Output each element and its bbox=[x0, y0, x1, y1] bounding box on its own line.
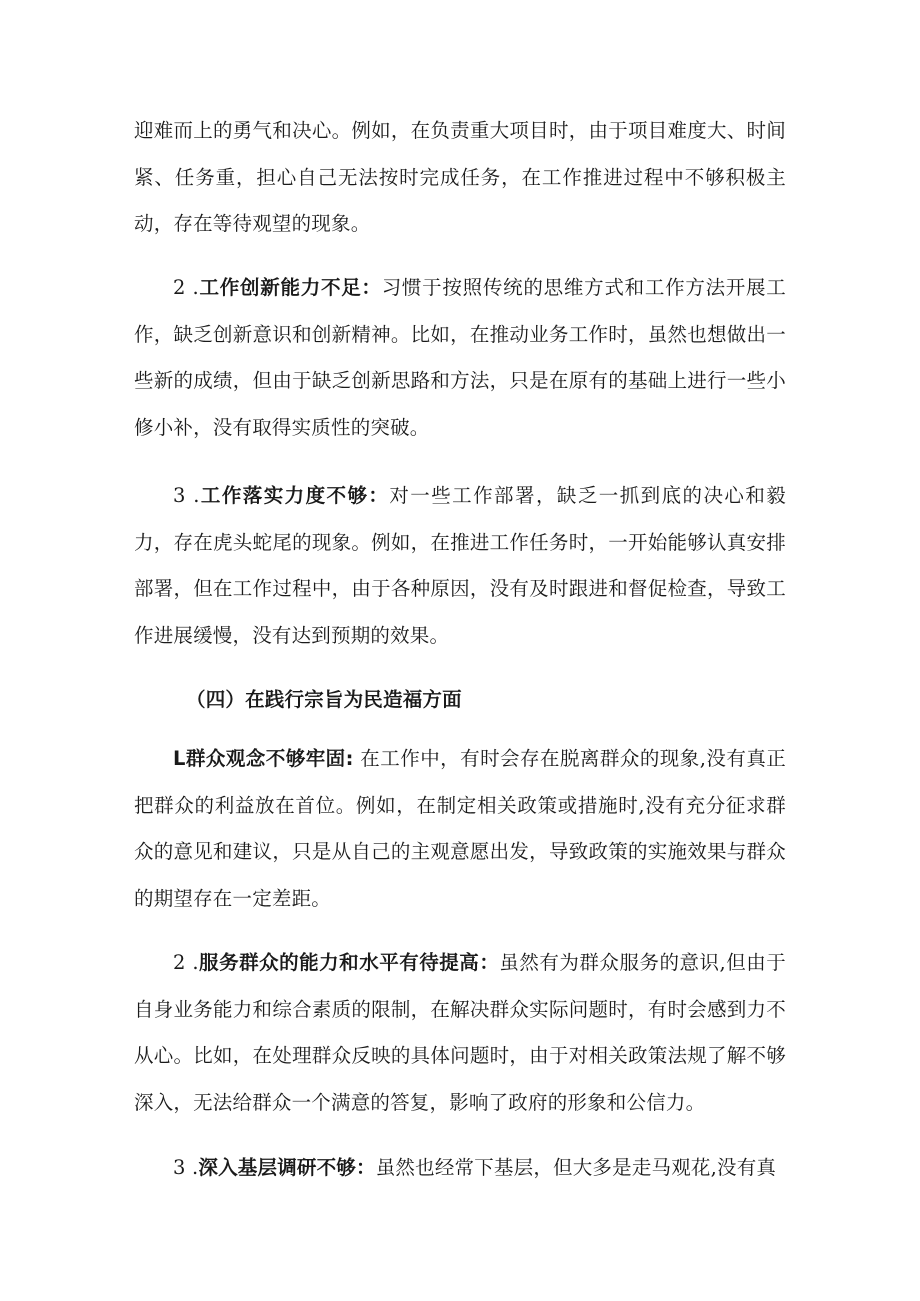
item-heading: 工作落实力度不够： bbox=[199, 484, 390, 507]
paragraph-item-2-innovation bbox=[134, 265, 786, 451]
item-heading: 工作创新能力不足： bbox=[198, 276, 382, 299]
paragraph-text: 虽然有为群众服务的意识,但由于自身业务能力和综合素质的限制，在解决群众实际问题时，有时会感到力不从心。比如，在处理群众反映的具体问题时，由于对相关政策法规了解不够深入，无法给群众一个满意的答复，影响了政府的形象和公信力。 bbox=[134, 951, 787, 1114]
paragraph-text: 虽然也经常下基层，但大多是走马观花,没有真 bbox=[375, 1156, 777, 1179]
item-heading: L群众观念不够牢固: bbox=[173, 747, 354, 770]
item-number: 3 . bbox=[173, 484, 200, 507]
paragraph-item-2-service-ability bbox=[134, 940, 786, 1126]
paragraph-continuation bbox=[134, 108, 786, 248]
paragraph-item-3-grassroots-research bbox=[134, 1145, 786, 1192]
paragraph-text: 对一些工作部署，缺乏一抓到底的决心和毅力，存在虎头蛇尾的现象。例如，在推进工作任务时，一开始能够认真安排部署，但在工作过程中，由于各种原因，没有及时跟进和督促检查，导致工作进展缓慢，没有达到预期的效果。 bbox=[134, 484, 786, 647]
item-heading: 服务群众的能力和水平有待提高： bbox=[198, 951, 500, 974]
paragraph-text: 在工作中，有时会存在脱离群众的现象,没有真正把群众的利益放在首位。例如，在制定相关政策或措施时,没有充分征求群众的意见和建议，只是从自己的主观意愿出发，导致政策的实施效果与群众的期望存在一定差距。 bbox=[134, 747, 786, 910]
item-heading: 深入基层调研不够： bbox=[198, 1156, 376, 1179]
paragraph-text: 习惯于按照传统的思维方式和工作方法开展工作，缺乏创新意识和创新精神。比如，在推动业务工作时，虽然也想做出一些新的成绩，但由于缺乏创新思路和方法，只是在原有的基础上进行一些小修小补，没有取得实质性的突破。 bbox=[134, 276, 786, 439]
paragraph-item-1-mass-concept bbox=[134, 736, 786, 922]
item-number: 2 . bbox=[173, 951, 199, 974]
paragraph-text: 迎难而上的勇气和决心。例如，在负责重大项目时，由于项目难度大、时间紧、任务重，担心自己无法按时完成任务，在工作推进过程中不够积极主动，存在等待观望的现象。 bbox=[134, 119, 786, 235]
item-number: 2 . bbox=[173, 276, 199, 299]
section-heading bbox=[186, 677, 786, 724]
paragraph-item-3-implementation bbox=[134, 473, 786, 659]
item-number: 3 . bbox=[173, 1156, 199, 1179]
section-title: （四）在践行宗旨为民造福方面 bbox=[186, 688, 462, 711]
